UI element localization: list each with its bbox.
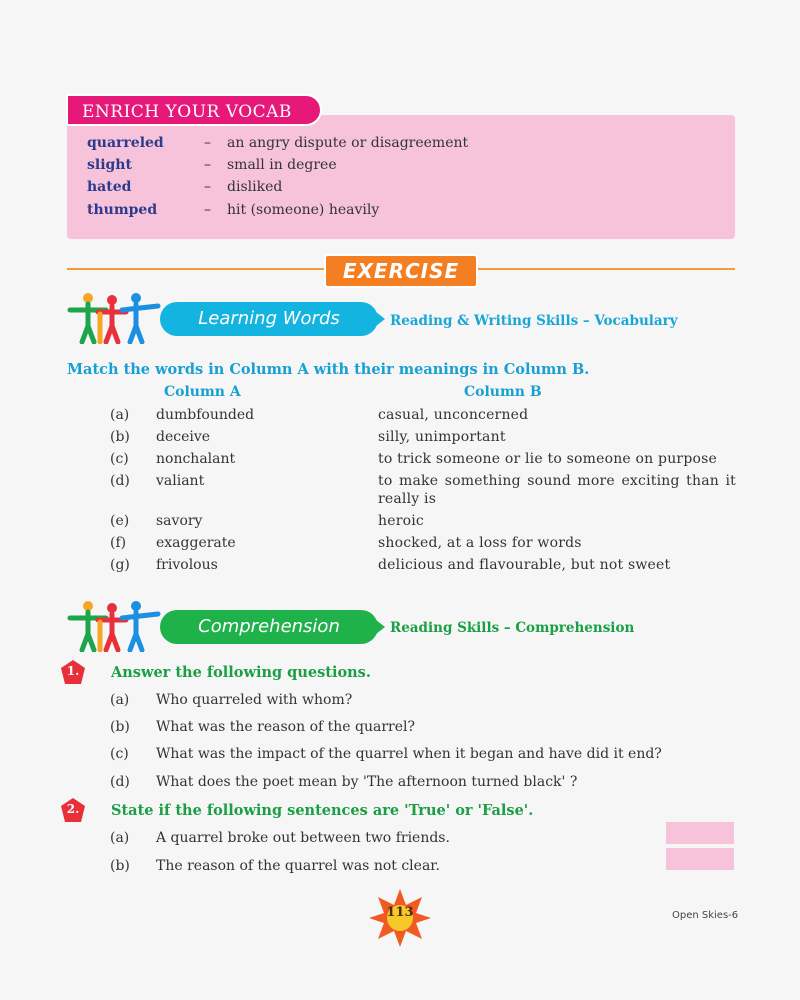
answer-box[interactable]	[666, 822, 734, 844]
comprehension-ribbon: Comprehension	[160, 610, 378, 644]
exercise-title: EXERCISE	[324, 254, 478, 288]
match-word: deceive	[156, 429, 211, 445]
match-word: dumbfounded	[156, 407, 255, 423]
learning-words-ribbon: Learning Words	[160, 302, 378, 336]
match-label: (a)	[110, 407, 130, 423]
question-item	[0, 718, 800, 736]
match-word: savory	[156, 513, 203, 529]
skill-label: Reading Skills – Comprehension	[390, 620, 635, 636]
match-label: (c)	[110, 451, 129, 467]
match-word: nonchalant	[156, 451, 236, 467]
vocab-meaning: an angry dispute or disagreement	[227, 135, 469, 151]
match-meaning: shocked, at a loss for words	[378, 535, 582, 551]
question-number: 1.	[66, 664, 80, 678]
match-meaning: heroic	[378, 513, 424, 529]
vocab-word: hated	[87, 179, 132, 195]
vocab-dash: –	[204, 135, 211, 151]
skill-label: Reading & Writing Skills – Vocabulary	[390, 313, 678, 329]
question-item	[0, 691, 800, 709]
question-text: What was the impact of the quarrel when it began and have did it end?	[156, 746, 662, 762]
question-heading: State if the following sentences are 'True' or 'False'.	[111, 802, 534, 819]
match-meaning: delicious and flavourable, but not sweet	[378, 557, 671, 573]
vocab-meaning: small in degree	[227, 157, 337, 173]
question-item	[0, 773, 800, 791]
vocab-meaning: disliked	[227, 179, 283, 195]
vocab-dash: –	[204, 202, 211, 218]
book-title: Open Skies-6	[672, 910, 739, 921]
match-label: (f)	[110, 535, 127, 551]
match-meaning: silly, unimportant	[378, 429, 506, 445]
match-instruction: Match the words in Column A with their meanings in Column B.	[67, 361, 590, 378]
vocab-word: thumped	[87, 202, 158, 218]
question-label: (c)	[110, 746, 129, 762]
question-item	[0, 745, 800, 763]
vocab-dash: –	[204, 157, 211, 173]
column-b-heading: Column B	[464, 384, 542, 400]
ribbon-arrow-icon	[376, 620, 385, 634]
vocab-title: ENRICH YOUR VOCAB	[66, 94, 322, 126]
vocab-dash: –	[204, 179, 211, 195]
column-a-heading: Column A	[164, 384, 241, 400]
question-text: The reason of the quarrel was not clear.	[156, 858, 440, 874]
question-text: What was the reason of the quarrel?	[156, 719, 415, 735]
vocab-meaning: hit (someone) heavily	[227, 202, 380, 218]
question-label: (b)	[110, 719, 130, 735]
match-label: (g)	[110, 557, 130, 573]
children-icon	[66, 600, 161, 652]
vocab-word: quarreled	[87, 135, 164, 151]
vocab-word: slight	[87, 157, 132, 173]
question-label: (d)	[110, 774, 130, 790]
match-word: exaggerate	[156, 535, 236, 551]
match-word: valiant	[156, 473, 205, 489]
match-meaning: to trick someone or lie to someone on purpose	[378, 451, 717, 467]
question-number: 2.	[66, 802, 80, 816]
question-text: What does the poet mean by 'The afternoon turned black' ?	[156, 774, 578, 790]
page-number: 113	[386, 905, 414, 920]
match-label: (e)	[110, 513, 130, 529]
answer-box[interactable]	[666, 848, 734, 870]
match-word: frivolous	[156, 557, 218, 573]
question-heading: Answer the following questions.	[111, 664, 371, 681]
question-label: (a)	[110, 830, 130, 846]
question-label: (a)	[110, 692, 130, 708]
match-label: (b)	[110, 429, 130, 445]
question-text: A quarrel broke out between two friends.	[156, 830, 450, 846]
ribbon-arrow-icon	[376, 312, 385, 326]
children-icon	[66, 292, 161, 344]
match-meaning: casual, unconcerned	[378, 407, 529, 423]
match-meaning: to make something sound more exciting than it really is	[378, 473, 736, 507]
question-label: (b)	[110, 858, 130, 874]
question-text: Who quarreled with whom?	[156, 692, 353, 708]
match-label: (d)	[110, 473, 130, 489]
